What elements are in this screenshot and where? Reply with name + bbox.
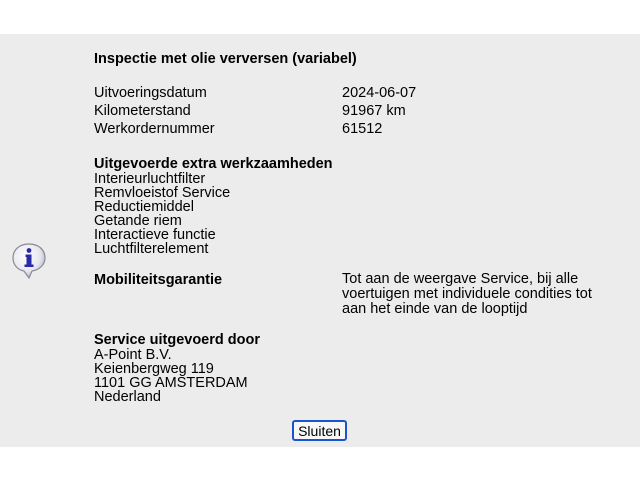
detail-label: Werkordernummer: [94, 121, 215, 137]
service-title: Inspectie met olie verversen (variabel): [94, 51, 357, 67]
extra-work-heading: Uitgevoerde extra werkzaamheden: [94, 156, 333, 172]
info-icon: [11, 242, 47, 280]
mobility-value: Tot aan de weergave Service, bij alle voertuigen met individuele condities tot aan het einde van de looptijd: [342, 271, 592, 317]
detail-value: 2024-06-07: [342, 85, 417, 101]
detail-value: 61512: [342, 121, 383, 137]
list-item: Remvloeistof Service: [94, 185, 231, 201]
address-line: Nederland: [94, 389, 161, 405]
mobility-label: Mobiliteitsgarantie: [94, 272, 223, 288]
service-by-heading: Service uitgevoerd door: [94, 332, 260, 348]
list-item: Interactieve functie: [94, 227, 216, 243]
address-line: A-Point B.V.: [94, 347, 172, 363]
service-detail-dialog: [0, 34, 640, 447]
list-item: Interieurluchtfilter: [94, 171, 206, 187]
address-line: 1101 GG AMSTERDAM: [94, 375, 248, 391]
list-item: Reductiemiddel: [94, 199, 194, 215]
address-line: Keienbergweg 119: [94, 361, 214, 377]
close-button[interactable]: Sluiten: [292, 420, 347, 441]
detail-label: Uitvoeringsdatum: [94, 85, 207, 101]
detail-value: 91967 km: [342, 103, 406, 119]
list-item: Getande riem: [94, 213, 182, 229]
list-item: Luchtfilterelement: [94, 241, 209, 257]
service-address: [94, 348, 248, 404]
detail-label: Kilometerstand: [94, 103, 191, 119]
extra-work-list: [94, 172, 230, 256]
